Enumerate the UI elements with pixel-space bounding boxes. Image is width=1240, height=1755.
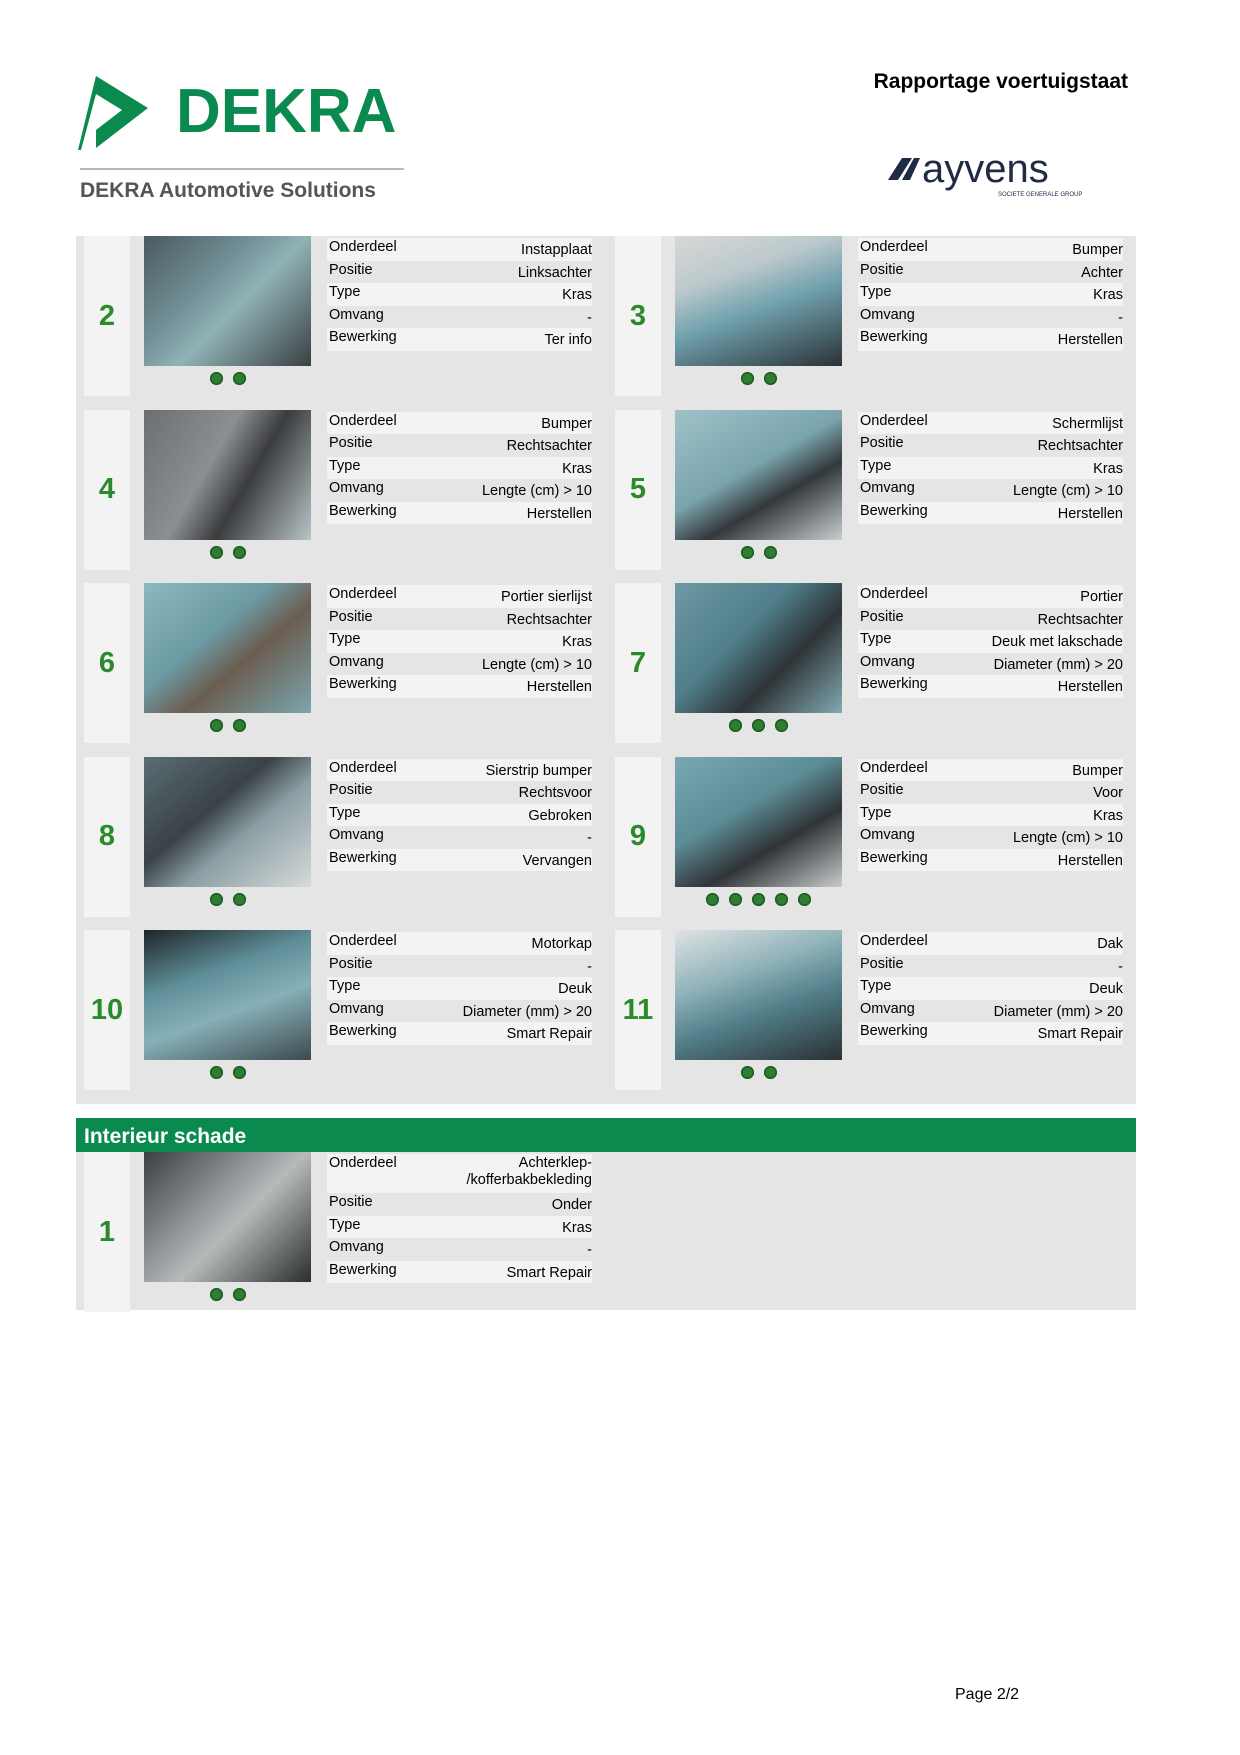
detail-label: Omvang	[860, 306, 915, 323]
detail-row-omvang	[327, 479, 592, 502]
damage-number: 4	[84, 410, 130, 570]
detail-value-bewerking: Herstellen	[1057, 679, 1123, 695]
detail-row-bewerking	[858, 328, 1123, 351]
detail-row-bewerking	[327, 502, 592, 525]
detail-row-type	[327, 977, 592, 1000]
detail-row-bewerking	[858, 675, 1123, 698]
damage-photo[interactable]	[144, 236, 311, 366]
detail-value-omvang: Lengte (cm) > 10	[1012, 483, 1123, 499]
damage-photo[interactable]	[144, 1152, 311, 1282]
photo-dot[interactable]	[210, 719, 223, 732]
detail-label: Bewerking	[329, 502, 397, 519]
detail-value-omvang: -	[587, 309, 592, 326]
detail-label: Onderdeel	[860, 586, 928, 602]
detail-label: Onderdeel	[329, 239, 397, 255]
detail-label: Bewerking	[860, 1023, 928, 1039]
detail-label: Positie	[329, 955, 373, 972]
detail-value-omvang: -	[587, 830, 592, 846]
photo-dot[interactable]	[233, 1066, 246, 1079]
detail-label: Positie	[329, 435, 373, 451]
detail-label: Omvang	[329, 1000, 384, 1017]
detail-row-onderdeel	[858, 932, 1123, 955]
detail-label: Bewerking	[860, 502, 928, 519]
detail-row-type	[327, 804, 592, 827]
damage-details-table	[858, 238, 1123, 351]
detail-value-type: Kras	[1093, 287, 1123, 303]
photo-dot[interactable]	[741, 1066, 754, 1079]
detail-value-bewerking: Herstellen	[526, 505, 592, 522]
photo-dot[interactable]	[775, 719, 788, 732]
detail-label: Positie	[860, 782, 904, 798]
detail-value-onderdeel: Portier	[1080, 589, 1123, 605]
damage-card	[607, 583, 1128, 743]
photo-pagination-dots	[144, 372, 311, 386]
detail-value-positie: Rechtsachter	[506, 611, 592, 628]
detail-row-omvang	[327, 826, 592, 849]
detail-value-onderdeel: Bumper	[1072, 762, 1123, 779]
detail-row-omvang	[327, 306, 592, 329]
detail-value-omvang: Lengte (cm) > 10	[481, 656, 592, 673]
detail-value-omvang: Lengte (cm) > 10	[1012, 830, 1123, 846]
detail-value-omvang: Diameter (mm) > 20	[993, 656, 1123, 673]
detail-row-onderdeel	[858, 759, 1123, 782]
photo-dot[interactable]	[233, 893, 246, 906]
detail-label: Type	[860, 284, 892, 300]
damage-photo[interactable]	[144, 930, 311, 1060]
damage-number: 2	[84, 236, 130, 396]
detail-label: Type	[329, 804, 361, 821]
detail-value-omvang: Diameter (mm) > 20	[993, 1003, 1123, 1020]
detail-label: Positie	[329, 261, 373, 278]
damage-number: 7	[615, 583, 661, 743]
detail-label: Positie	[860, 955, 904, 972]
detail-value-type: Deuk met lakschade	[991, 634, 1123, 650]
detail-value-type: Gebroken	[528, 807, 592, 824]
detail-value-onderdeel: Schermlijst	[1052, 415, 1123, 432]
detail-label: Omvang	[329, 480, 384, 496]
detail-value-bewerking: Ter info	[544, 332, 592, 348]
detail-label: Type	[329, 978, 361, 994]
detail-row-positie	[858, 781, 1123, 804]
damage-photo[interactable]	[675, 583, 842, 713]
damage-details-table	[858, 932, 1123, 1045]
damage-photo[interactable]	[144, 757, 311, 887]
detail-row-omvang	[858, 479, 1123, 502]
photo-dot[interactable]	[729, 893, 742, 906]
damage-photo[interactable]	[144, 583, 311, 713]
detail-value-onderdeel: Bumper	[1072, 242, 1123, 258]
damage-card	[607, 930, 1128, 1090]
detail-value-bewerking: Vervangen	[522, 852, 592, 869]
damage-card	[607, 410, 1128, 570]
detail-label: Type	[329, 1216, 361, 1233]
detail-row-positie	[327, 781, 592, 804]
detail-value-bewerking: Herstellen	[526, 679, 592, 695]
detail-value-bewerking: Herstellen	[1057, 332, 1123, 348]
detail-label: Onderdeel	[860, 412, 928, 429]
detail-value-omvang: Diameter (mm) > 20	[462, 1003, 592, 1020]
photo-pagination-dots	[675, 893, 842, 907]
damage-card	[76, 930, 597, 1090]
photo-dot[interactable]	[210, 1066, 223, 1079]
damage-details-table	[327, 932, 592, 1045]
damage-number: 11	[615, 930, 661, 1090]
detail-label: Type	[860, 631, 892, 647]
detail-value-type: Kras	[562, 460, 592, 477]
detail-row-omvang	[327, 653, 592, 676]
photo-dot[interactable]	[210, 546, 223, 559]
photo-dot[interactable]	[798, 893, 811, 906]
photo-dot[interactable]	[775, 893, 788, 906]
detail-row-type	[327, 630, 592, 653]
damage-details-table	[327, 1154, 592, 1283]
detail-value-bewerking: Smart Repair	[506, 1264, 592, 1281]
photo-dot[interactable]	[764, 546, 777, 559]
detail-row-positie	[327, 955, 592, 978]
detail-label: Omvang	[860, 480, 915, 496]
detail-value-type: Kras	[1093, 460, 1123, 477]
detail-label: Onderdeel	[329, 759, 397, 776]
damage-photo[interactable]	[144, 410, 311, 540]
detail-label: Omvang	[860, 653, 915, 670]
detail-label: Positie	[329, 1194, 373, 1210]
detail-value-positie: -	[587, 958, 592, 975]
detail-row-onderdeel	[327, 412, 592, 435]
detail-row-onderdeel	[327, 238, 592, 261]
photo-dot[interactable]	[706, 893, 719, 906]
damage-details-table	[327, 238, 592, 351]
detail-value-bewerking: Herstellen	[1057, 852, 1123, 869]
detail-row-positie	[858, 261, 1123, 284]
detail-label: Onderdeel	[329, 933, 397, 949]
detail-label: Positie	[329, 782, 373, 798]
detail-value-positie: Rechtsvoor	[518, 785, 592, 801]
detail-value-type: Kras	[562, 287, 592, 303]
detail-label: Omvang	[329, 306, 384, 323]
detail-value-type: Kras	[562, 634, 592, 650]
detail-row-bewerking	[858, 1022, 1123, 1045]
detail-row-positie	[858, 955, 1123, 978]
damage-details-table	[858, 412, 1123, 525]
damage-number: 9	[615, 757, 661, 917]
detail-value-omvang: -	[587, 1242, 592, 1258]
detail-label: Positie	[860, 261, 904, 278]
detail-row-onderdeel	[327, 759, 592, 782]
damage-number: 10	[84, 930, 130, 1090]
detail-value-positie: Rechtsachter	[506, 438, 592, 454]
detail-value-onderdeel: Bumper	[541, 415, 592, 432]
detail-row-onderdeel	[858, 238, 1123, 261]
photo-pagination-dots	[675, 719, 842, 733]
detail-row-omvang	[858, 826, 1123, 849]
damage-number: 6	[84, 583, 130, 743]
photo-pagination-dots	[144, 893, 311, 907]
detail-row-omvang	[858, 1000, 1123, 1023]
detail-label: Bewerking	[860, 676, 928, 692]
damage-details-table	[327, 585, 592, 698]
detail-value-positie: Rechtsachter	[1037, 611, 1123, 628]
detail-label: Type	[860, 804, 892, 821]
photo-pagination-dots	[144, 1288, 311, 1302]
detail-label: Omvang	[860, 827, 915, 843]
detail-label: Onderdeel	[860, 759, 928, 776]
detail-row-onderdeel	[327, 1154, 592, 1193]
page-number: Page 2/2	[955, 1686, 1020, 1703]
photo-dot[interactable]	[210, 1288, 223, 1301]
damage-details-table	[327, 412, 592, 525]
dekra-wordmark: DEKRA	[176, 77, 397, 146]
detail-label: Type	[329, 631, 361, 647]
detail-value-type: Deuk	[558, 981, 592, 997]
photo-dot[interactable]	[752, 893, 765, 906]
detail-label: Type	[860, 457, 892, 474]
detail-row-omvang	[327, 1000, 592, 1023]
damage-card	[76, 410, 597, 570]
detail-row-type	[327, 1216, 592, 1239]
section-header-interieur: Interieur schade	[76, 1118, 1136, 1152]
detail-label: Bewerking	[860, 329, 928, 345]
dekra-tagline: DEKRA Automotive Solutions	[80, 179, 376, 202]
ayvens-tagline: SOCIETE GENERALE GROUP	[998, 192, 1083, 198]
damage-card	[76, 1152, 597, 1312]
detail-label: Omvang	[860, 1000, 915, 1017]
photo-pagination-dots	[675, 372, 842, 386]
detail-row-omvang	[858, 306, 1123, 329]
photo-dot[interactable]	[210, 893, 223, 906]
damage-details-table	[327, 759, 592, 872]
damage-photo[interactable]	[675, 757, 842, 887]
detail-row-bewerking	[327, 328, 592, 351]
detail-label: Omvang	[329, 827, 384, 843]
damage-photo[interactable]	[675, 236, 842, 366]
detail-label: Bewerking	[329, 1261, 397, 1278]
detail-value-bewerking: Herstellen	[1057, 505, 1123, 522]
detail-value-onderdeel: Dak	[1097, 936, 1123, 952]
detail-value-positie: Achter	[1081, 264, 1123, 281]
detail-row-onderdeel	[327, 585, 592, 608]
detail-value-onderdeel: Portier sierlijst	[500, 589, 592, 605]
photo-dot[interactable]	[233, 546, 246, 559]
detail-row-positie	[327, 261, 592, 284]
photo-dot[interactable]	[764, 372, 777, 385]
detail-row-onderdeel	[327, 932, 592, 955]
detail-label: Bewerking	[860, 849, 928, 866]
damage-card	[76, 757, 597, 917]
detail-row-bewerking	[858, 849, 1123, 872]
damage-photo[interactable]	[675, 930, 842, 1060]
detail-value-onderdeel: Achterklep- /kofferbakbekleding	[466, 1155, 592, 1188]
detail-value-positie: -	[1118, 958, 1123, 975]
detail-row-type	[327, 283, 592, 306]
damage-card	[607, 757, 1128, 917]
detail-value-positie: Voor	[1093, 785, 1123, 801]
detail-row-bewerking	[327, 849, 592, 872]
detail-value-positie: Rechtsachter	[1037, 438, 1123, 454]
detail-value-bewerking: Smart Repair	[1037, 1026, 1123, 1042]
photo-pagination-dots	[675, 1066, 842, 1080]
detail-row-onderdeel	[858, 412, 1123, 435]
document-title: Rapportage voertuigstaat	[873, 70, 1128, 93]
detail-label: Bewerking	[329, 849, 397, 866]
detail-label: Onderdeel	[860, 239, 928, 255]
detail-label: Bewerking	[329, 329, 397, 345]
photo-dot[interactable]	[764, 1066, 777, 1079]
damage-number: 1	[84, 1152, 130, 1312]
dekra-logo	[78, 70, 408, 210]
detail-row-bewerking	[858, 502, 1123, 525]
detail-label: Type	[329, 284, 361, 300]
damage-details-table	[858, 759, 1123, 872]
damage-number: 8	[84, 757, 130, 917]
detail-label: Type	[329, 457, 361, 474]
photo-pagination-dots	[144, 1066, 311, 1080]
detail-value-type: Kras	[562, 1219, 592, 1236]
detail-row-bewerking	[327, 1022, 592, 1045]
detail-row-positie	[858, 434, 1123, 457]
damage-photo[interactable]	[675, 410, 842, 540]
detail-value-onderdeel: Sierstrip bumper	[485, 762, 592, 779]
damage-card	[76, 583, 597, 743]
detail-label: Bewerking	[329, 1023, 397, 1039]
detail-value-onderdeel: Instapplaat	[521, 242, 592, 258]
photo-dot[interactable]	[233, 719, 246, 732]
detail-label: Positie	[329, 608, 373, 625]
detail-label: Onderdeel	[329, 1155, 397, 1171]
detail-value-omvang: Lengte (cm) > 10	[481, 483, 592, 499]
detail-row-onderdeel	[858, 585, 1123, 608]
damage-number: 3	[615, 236, 661, 396]
detail-label: Onderdeel	[329, 586, 397, 602]
detail-value-type: Kras	[1093, 807, 1123, 824]
detail-row-type	[327, 457, 592, 480]
damage-card	[607, 236, 1128, 396]
photo-dot[interactable]	[752, 719, 765, 732]
detail-row-bewerking	[327, 675, 592, 698]
detail-label: Positie	[860, 435, 904, 451]
detail-row-omvang	[858, 653, 1123, 676]
photo-dot[interactable]	[233, 372, 246, 385]
ayvens-wordmark: ayvens	[922, 150, 1049, 191]
detail-row-type	[858, 457, 1123, 480]
photo-pagination-dots	[675, 546, 842, 560]
photo-dot[interactable]	[741, 372, 754, 385]
photo-dot[interactable]	[233, 1288, 246, 1301]
detail-row-positie	[858, 608, 1123, 631]
detail-row-type	[858, 630, 1123, 653]
detail-value-omvang: -	[1118, 309, 1123, 326]
ayvens-logo	[880, 150, 1110, 206]
detail-row-positie	[327, 434, 592, 457]
detail-value-bewerking: Smart Repair	[506, 1026, 592, 1042]
photo-dot[interactable]	[210, 372, 223, 385]
photo-dot[interactable]	[729, 719, 742, 732]
photo-dot[interactable]	[741, 546, 754, 559]
detail-row-type	[858, 977, 1123, 1000]
detail-value-onderdeel: Motorkap	[531, 936, 592, 952]
detail-label: Omvang	[329, 653, 384, 670]
detail-value-type: Deuk	[1089, 981, 1123, 997]
detail-value-positie: Onder	[551, 1197, 592, 1213]
detail-row-positie	[327, 1193, 592, 1216]
detail-value-positie: Linksachter	[517, 264, 592, 281]
detail-label: Onderdeel	[860, 933, 928, 949]
detail-label: Type	[860, 978, 892, 994]
detail-row-type	[858, 283, 1123, 306]
detail-row-bewerking	[327, 1261, 592, 1284]
damage-details-table	[858, 585, 1123, 698]
damage-number: 5	[615, 410, 661, 570]
detail-label: Omvang	[329, 1239, 384, 1255]
detail-row-type	[858, 804, 1123, 827]
photo-pagination-dots	[144, 719, 311, 733]
damage-card	[76, 236, 597, 396]
detail-row-positie	[327, 608, 592, 631]
photo-pagination-dots	[144, 546, 311, 560]
detail-label: Bewerking	[329, 676, 397, 692]
detail-label: Onderdeel	[329, 412, 397, 429]
detail-label: Positie	[860, 608, 904, 625]
detail-row-omvang	[327, 1238, 592, 1261]
